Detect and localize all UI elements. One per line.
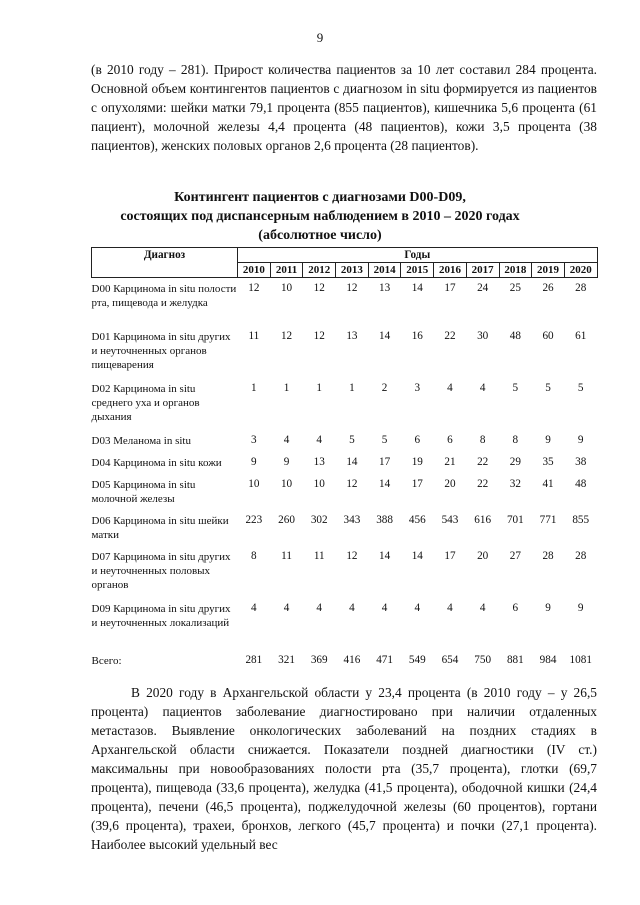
value-cell: 223 [245, 513, 263, 526]
value-cell: 5 [512, 381, 519, 394]
value-cell: 41 [542, 477, 554, 490]
header-diagnosis: Диагноз [92, 248, 238, 278]
value-cell: 6 [512, 601, 519, 614]
value-cell: 9 [545, 601, 551, 614]
value-cell: 616 [474, 513, 492, 526]
table-row [92, 278, 598, 330]
value-cell: 60 [542, 329, 554, 342]
header-year-1: 2011 [270, 263, 303, 278]
header-year-2: 2012 [303, 263, 336, 278]
value-cell: 4 [251, 601, 257, 614]
table-row [92, 434, 598, 456]
value-cell: 8 [512, 433, 519, 446]
value-cell: 22 [477, 477, 489, 490]
value-cell: 321 [278, 653, 295, 666]
value-cell: 26 [542, 282, 554, 294]
value-cell: 19 [411, 455, 423, 468]
value-cell: 369 [310, 653, 328, 666]
value-cell: 35 [542, 455, 554, 468]
value-cell: 24 [477, 282, 489, 294]
value-cell: 750 [474, 653, 492, 666]
table-row [92, 514, 598, 550]
value-cell: 27 [509, 549, 521, 562]
table-title-line-3: (абсолютное число) [258, 228, 382, 243]
value-cell: 4 [381, 601, 388, 614]
diagnosis-label: Всего: [91, 654, 122, 667]
value-cell: 471 [376, 653, 393, 666]
header-year-7: 2017 [466, 263, 499, 278]
value-cell: 3 [414, 381, 421, 394]
table-row [92, 330, 598, 382]
value-cell: 5 [577, 381, 584, 394]
value-cell: 20 [444, 477, 456, 490]
table-row [92, 654, 598, 676]
diagnosis-label: D00 Карцинома in situ полости рта, пищевода и желудка [91, 283, 237, 309]
value-cell: 3 [251, 433, 257, 446]
table-row [92, 550, 598, 602]
value-cell: 22 [444, 329, 456, 342]
value-cell: 4 [349, 601, 355, 614]
value-cell: 10 [248, 477, 260, 490]
diagnosis-label: D04 Карцинома in situ кожи [91, 456, 222, 469]
diagnosis-label: D07 Карцинома in situ других и неуточненных половых органов [91, 550, 231, 591]
value-cell: 456 [408, 513, 426, 526]
value-cell: 10 [313, 477, 325, 490]
diagnosis-label: D02 Карцинома in situ среднего уха и органов дыхания [91, 382, 200, 423]
value-cell: 25 [509, 282, 521, 294]
table-row [92, 382, 598, 434]
value-cell: 343 [343, 513, 361, 526]
value-cell: 1081 [569, 653, 592, 666]
value-cell: 9 [545, 433, 551, 446]
value-cell: 10 [280, 282, 293, 294]
value-cell: 16 [411, 329, 423, 342]
value-cell: 5 [545, 381, 551, 394]
value-cell: 4 [479, 381, 486, 394]
value-cell: 9 [577, 433, 584, 446]
value-cell: 1 [349, 381, 355, 394]
value-cell: 14 [379, 549, 391, 562]
paragraph-intro: (в 2010 году – 281). Прирост количества пациентов за 10 лет составил 284 процента. Основной объем контингентов пациентов с диагнозом in situ формируется из пациентов с опухолями: шейки матки 79,1 процента (855 пациентов), кишечника 5,6 процента (61 пациент), молочной железы 4,4 процента (48 пациентов), кожи 3,5 процента (38 пациентов), женских половых органов 2,6 процента (28 пациентов). [91, 62, 597, 153]
page-number: 9 [316, 30, 324, 45]
value-cell: 4 [316, 433, 323, 446]
value-cell: 12 [346, 282, 358, 294]
table-row [92, 456, 598, 478]
value-cell: 4 [414, 601, 421, 614]
header-year-3: 2013 [336, 263, 369, 278]
value-cell: 38 [575, 455, 587, 468]
paragraph-late-diagnosis: В 2020 году в Архангельской области у 23,4 процента (в 2010 году – у 26,5 процента) пациентов заболевание диагностировано при наличии отдаленных метастазов. Выявление онкологических заболеваний на поздних стадиях в Архангельской области снижается. Показатели поздней диагностики (IV ст.) максимальны при новообразованиях полости рта (35,7 процента), глотки (69,7 процента), пищевода (33,6 процента), желудка (41,5 процента), ободочной кишки (24,4 процента), печени (46,5 процента), поджелудочной железы (60 процентов), гортани (39,6 процента), трахеи, бронхов, легкого (45,7 процента) и почки (27,1 процента). Наиболее высокий удельный вес [91, 685, 597, 852]
value-cell: 14 [346, 455, 358, 468]
value-cell: 13 [313, 455, 325, 468]
value-cell: 17 [379, 455, 391, 468]
value-cell: 1 [283, 381, 290, 394]
value-cell: 28 [575, 549, 587, 562]
value-cell: 9 [577, 601, 584, 614]
value-cell: 32 [509, 477, 521, 490]
value-cell: 30 [477, 329, 489, 342]
header-year-6: 2016 [434, 263, 467, 278]
value-cell: 5 [381, 433, 388, 446]
value-cell: 12 [346, 477, 358, 490]
value-cell: 8 [479, 433, 486, 446]
value-cell: 855 [572, 513, 590, 526]
value-cell: 10 [280, 477, 293, 490]
value-cell: 4 [447, 601, 453, 614]
value-cell: 2 [381, 381, 388, 394]
value-cell: 11 [248, 329, 260, 342]
value-cell: 1 [316, 381, 323, 394]
value-cell: 17 [411, 477, 423, 490]
value-cell: 4 [283, 433, 290, 446]
value-cell: 4 [447, 381, 453, 394]
value-cell: 21 [444, 455, 456, 468]
table-title [60, 188, 580, 245]
value-cell: 6 [447, 433, 453, 446]
value-cell: 28 [575, 282, 587, 294]
value-cell: 549 [408, 653, 426, 666]
diagnosis-label: D01 Карцинома in situ других и неуточненных органов пищеварения [91, 330, 231, 371]
value-cell: 771 [539, 513, 557, 526]
table-row [92, 478, 598, 514]
value-cell: 17 [444, 549, 456, 562]
diagnosis-label: D06 Карцинома in situ шейки матки [91, 514, 229, 541]
value-cell: 14 [411, 282, 423, 294]
value-cell: 416 [343, 653, 361, 666]
value-cell: 17 [444, 282, 456, 294]
diagnosis-label: D09 Карцинома in situ других и неуточненных локализаций [91, 602, 231, 629]
value-cell: 9 [251, 455, 257, 468]
value-cell: 543 [441, 513, 459, 526]
value-cell: 881 [506, 653, 524, 666]
value-cell: 6 [414, 433, 421, 446]
value-cell: 48 [575, 477, 587, 490]
value-cell: 654 [441, 653, 459, 666]
diagnosis-label: D05 Карцинома in situ молочной железы [91, 478, 196, 505]
header-year-0: 2010 [238, 263, 271, 278]
header-year-4: 2014 [368, 263, 401, 278]
header-year-5: 2015 [401, 263, 434, 278]
value-cell: 4 [283, 601, 290, 614]
value-cell: 12 [248, 282, 260, 294]
value-cell: 13 [379, 282, 391, 294]
value-cell: 12 [313, 282, 325, 294]
value-cell: 9 [283, 455, 290, 468]
value-cell: 11 [313, 549, 325, 562]
value-cell: 388 [376, 513, 393, 526]
value-cell: 5 [349, 433, 355, 446]
value-cell: 28 [542, 549, 554, 562]
value-cell: 61 [575, 329, 587, 342]
value-cell: 22 [477, 455, 489, 468]
value-cell: 29 [509, 455, 521, 468]
value-cell: 14 [411, 549, 423, 562]
header-year-8: 2018 [499, 263, 532, 278]
value-cell: 13 [346, 329, 358, 342]
value-cell: 302 [310, 513, 328, 526]
value-cell: 12 [280, 329, 293, 342]
value-cell: 8 [251, 549, 257, 562]
value-cell: 4 [316, 601, 323, 614]
table-row [92, 602, 598, 654]
value-cell: 48 [509, 329, 521, 342]
value-cell: 20 [477, 549, 489, 562]
value-cell: 1 [251, 381, 257, 394]
header-years: Годы [238, 248, 598, 263]
value-cell: 4 [479, 601, 486, 614]
value-cell: 701 [506, 513, 524, 526]
value-cell: 12 [346, 549, 358, 562]
diagnosis-label: D03 Меланома in situ [91, 434, 191, 447]
value-cell: 14 [379, 477, 391, 490]
value-cell: 281 [245, 653, 263, 666]
value-cell: 11 [281, 549, 292, 562]
value-cell: 14 [379, 329, 391, 342]
header-year-10: 2020 [564, 263, 597, 278]
value-cell: 984 [539, 653, 557, 666]
value-cell: 12 [313, 329, 325, 342]
header-year-9: 2019 [532, 263, 565, 278]
value-cell: 260 [278, 513, 295, 526]
contingent-table [91, 247, 598, 676]
table-title-line-2: состоящих под диспансерным наблюдением в 2010 – 2020 годах [120, 209, 520, 224]
table-title-line-1: Контингент пациентов с диагнозами D00-D09, [174, 190, 466, 205]
